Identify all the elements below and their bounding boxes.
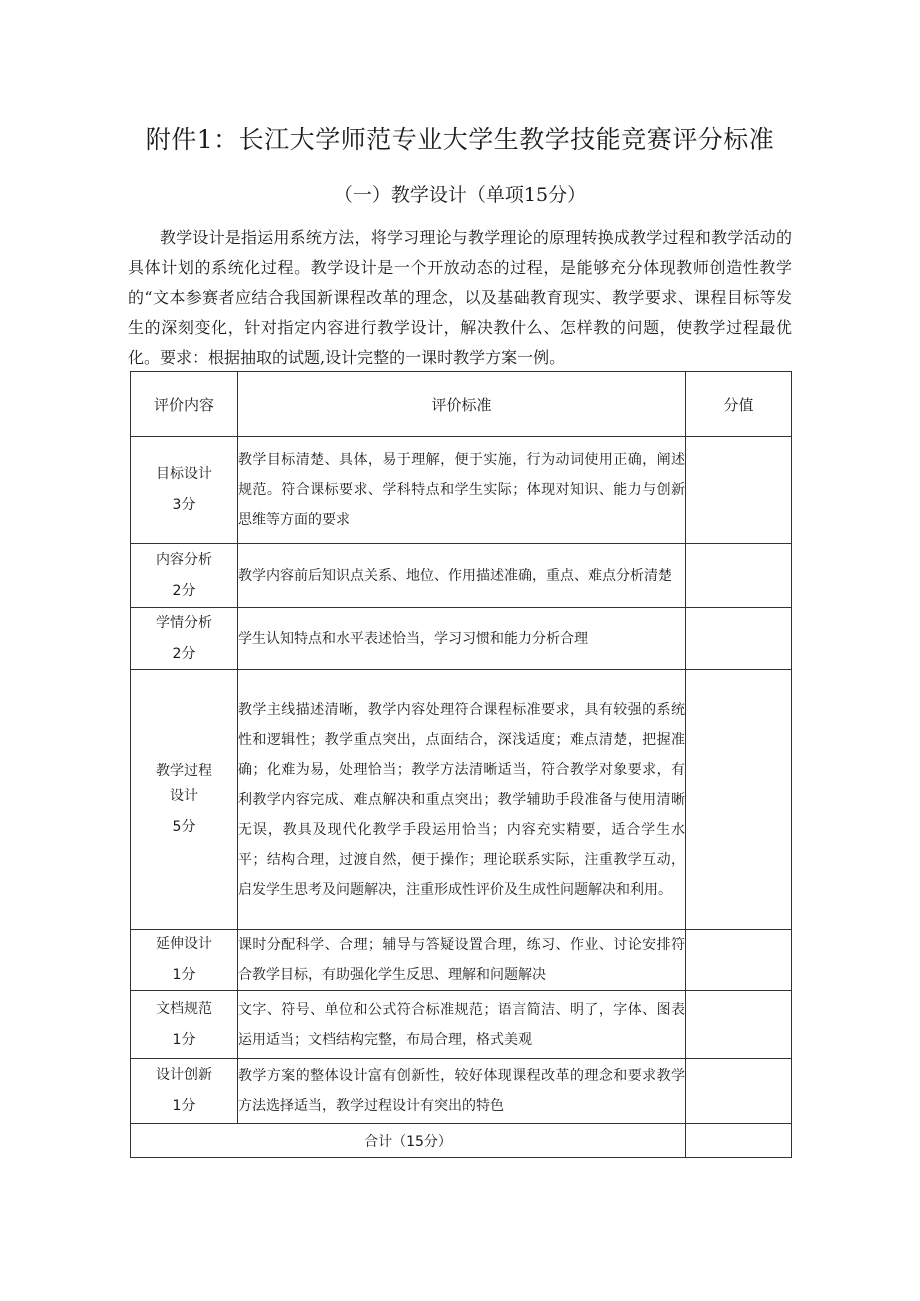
- item-name: 内容分析: [156, 551, 212, 568]
- criteria-cell: 课时分配科学、合理；辅导与答疑设置合理，练习、作业、讨论安排符合教学目标，有助强化学生反思、理解和问题解决: [238, 930, 686, 991]
- item-points: 1分: [172, 1031, 196, 1048]
- item-name: 教学过程设计: [156, 763, 212, 804]
- section-subtitle: （一）教学设计（单项15分）: [333, 184, 587, 206]
- item-name: 学情分析: [156, 614, 212, 631]
- table-row: [131, 608, 792, 670]
- item-name: 文档规范: [156, 1000, 212, 1017]
- score-input-cell[interactable]: [686, 544, 792, 608]
- item-name: 目标设计: [156, 466, 212, 482]
- item-name: 设计创新: [156, 1067, 212, 1083]
- item-cell: [131, 930, 238, 991]
- score-input-cell[interactable]: [686, 437, 792, 544]
- score-input-cell[interactable]: [686, 1059, 792, 1124]
- criteria-cell: 教学方案的整体设计富有创新性，较好体现课程改革的理念和要求教学方法选择适当，教学过程设计有突出的特色: [238, 1059, 686, 1124]
- table-row: [131, 1059, 792, 1124]
- criteria-cell: 学生认知特点和水平表述恰当，学习习惯和能力分析合理: [238, 608, 686, 670]
- item-cell: [131, 608, 238, 670]
- table-row: [131, 544, 792, 608]
- score-input-cell[interactable]: [686, 991, 792, 1059]
- table-row: [131, 991, 792, 1059]
- score-input-cell[interactable]: [686, 930, 792, 991]
- header-item: 评价内容: [131, 372, 238, 437]
- item-points: 2分: [172, 582, 196, 599]
- score-input-cell[interactable]: [686, 608, 792, 670]
- scoring-table: [130, 371, 792, 1158]
- item-points: 2分: [172, 645, 196, 662]
- total-score-cell[interactable]: [686, 1124, 792, 1158]
- item-points: 1分: [172, 1098, 196, 1114]
- intro-paragraph: 教学设计是指运用系统方法，将学习理论与教学理论的原理转换成教学过程和教学活动的具体计划的系统化过程。教学设计是一个开放动态的过程，是能够充分体现教师创造性教学的“文本参赛者应结合我国新课程改革的理念，以及基础教育现实、教学要求、课程目标等发生的深刻变化，针对指定内容进行教学设计，解决教什么、怎样教的问题，使教学过程最优化。要求：根据抽取的试题,设计完整的一课时教学方案一例。: [128, 228, 792, 367]
- item-name: 延伸设计: [156, 936, 212, 952]
- score-input-cell[interactable]: [686, 670, 792, 930]
- item-cell: [131, 544, 238, 608]
- criteria-cell: 教学目标清楚、具体，易于理解，便于实施，行为动词使用正确，阐述规范。符合课标要求、学科特点和学生实际；体现对知识、能力与创新思维等方面的要求: [238, 437, 686, 544]
- item-cell: [131, 991, 238, 1059]
- table-row: [131, 930, 792, 991]
- item-cell: [131, 1059, 238, 1124]
- item-points: 1分: [172, 967, 196, 983]
- table-total-row: [131, 1124, 792, 1158]
- criteria-cell: 文字、符号、单位和公式符合标准规范；语言简洁、明了，字体、图表运用适当；文档结构完整，布局合理，格式美观: [238, 991, 686, 1059]
- item-cell: [131, 670, 238, 930]
- item-points: 5分: [172, 819, 196, 835]
- table-row: [131, 437, 792, 544]
- page-title: 附件1：长江大学师范专业大学生教学技能竞赛评分标准: [145, 125, 775, 154]
- table-row: [131, 670, 792, 930]
- total-label: 合计（15分）: [131, 1124, 686, 1158]
- header-score: 分值: [686, 372, 792, 437]
- criteria-cell: 教学内容前后知识点关系、地位、作用描述准确，重点、难点分析清楚: [238, 544, 686, 608]
- item-points: 3分: [172, 497, 196, 513]
- header-criteria: 评价标准: [238, 372, 686, 437]
- criteria-cell: 教学主线描述清晰，教学内容处理符合课程标准要求，具有较强的系统性和逻辑性；教学重点突出，点面结合，深浅适度；难点清楚，把握准确；化难为易，处理恰当；教学方法清晰适当，符合教学对象要求，有利教学内容完成、难点解决和重点突出；教学辅助手段准备与使用清晰无误，教具及现代化教学手段运用恰当；内容充实精要，适合学生水平；结构合理，过渡自然，便于操作；理论联系实际，注重教学互动，启发学生思考及问题解决，注重形成性评价及生成性问题解决和利用。: [238, 670, 686, 930]
- table-header-row: [131, 372, 792, 437]
- item-cell: [131, 437, 238, 544]
